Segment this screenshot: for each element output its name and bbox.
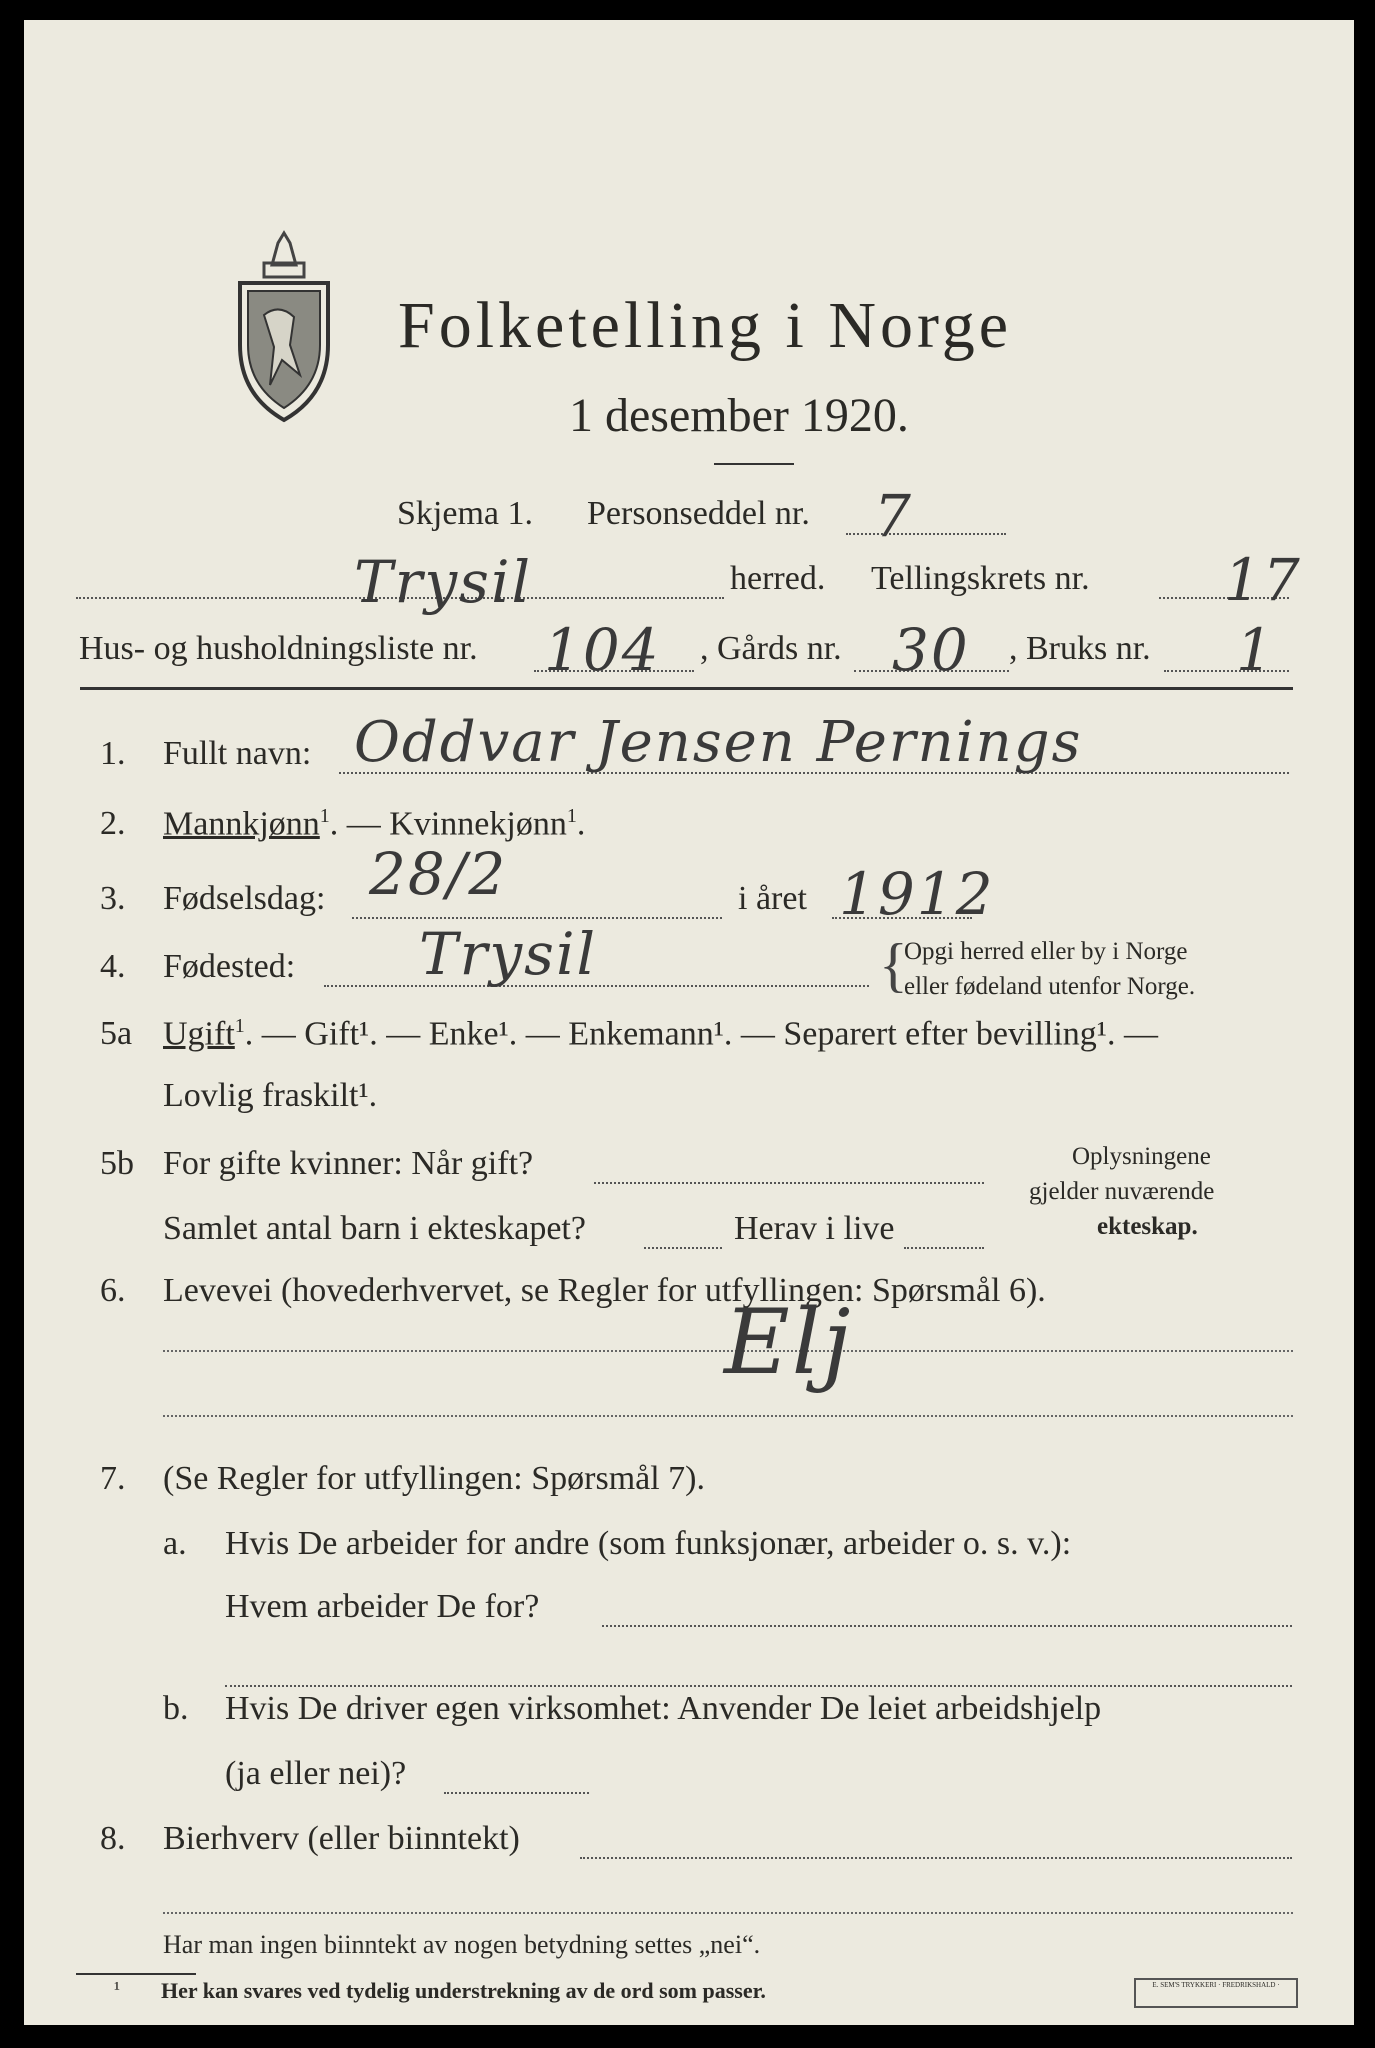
printer-stamp [1134,1978,1298,2008]
herred-value[interactable]: Trysil [354,548,533,616]
q1-label: Fullt navn: [163,735,312,772]
q4-number: 4. [100,948,126,985]
tellingskrets-value[interactable]: 17 [1224,546,1302,614]
q6-value[interactable]: Elj [724,1290,853,1395]
q7a-line [602,1625,1292,1627]
q5b-line1: For gifte kvinner: Når gift? [163,1145,534,1182]
q3-day-line [352,917,722,919]
footer-note: Har man ingen biinntekt av nogen betydning settes „nei“. [163,1930,761,1959]
q2-number: 2. [100,805,126,842]
q2-male[interactable]: Mannkjønn [163,805,320,843]
q7a-line2: Hvem arbeider De for? [225,1588,540,1625]
footnote-text: Her kan svares ved tydelig understrekning av de ord som passer. [161,1978,766,2003]
q2-options: Mannkjønn$^1$. — Kvinnekjønn$^1$. [163,805,586,843]
q7b-number: b. [163,1690,189,1727]
q2-sep: . — [329,805,390,843]
q5b-when-line [594,1182,984,1184]
q3-number: 3. [100,880,126,917]
herred-label: herred. [730,560,826,597]
q5a-line2[interactable]: Lovlig fraskilt¹. [163,1077,378,1114]
personseddel-label: Personseddel nr. [587,495,810,532]
q7a-line1: Hvis De arbeider for andre (som funksjonær, arbeider o. s. v.): [225,1525,1072,1562]
q5a-number: 5a [100,1015,133,1052]
q1-value[interactable]: Oddvar Jensen Pernings [354,710,1083,775]
form-title: Folketelling i Norge [398,289,1013,362]
q7b-line1: Hvis De driver egen virksomhet: Anvender De leiet arbeidshjelp [225,1690,1102,1727]
q8-line [580,1857,1292,1859]
header-divider [80,687,1293,690]
q7a-number: a. [163,1525,187,1562]
q5a-options: Ugift$^1$. — Gift¹. — Enke¹. — Enkemann¹. — Separert efter bevilling¹. — [163,1015,1158,1053]
q8-extra-line [163,1912,1293,1914]
q5b-side3: ekteskap. [1097,1213,1198,1240]
gards-value[interactable]: 30 [892,616,970,684]
gards-label: , Gårds nr. [700,630,842,667]
q8-number: 8. [100,1820,126,1857]
hus-label: Hus- og husholdningsliste nr. [79,630,478,667]
q5b-side1: Oplysningene [1072,1143,1211,1170]
printer-text: E. SEM'S TRYKKERI · FREDRIKSHALD · [1152,1981,1280,1989]
census-form [24,20,1354,2025]
q8-label: Bierhverv (eller biinntekt) [163,1820,520,1857]
q4-note-line2: eller fødeland utenfor Norge. [904,973,1196,1000]
q7-label: (Se Regler for utfyllingen: Spørsmål 7). [163,1460,706,1497]
q2-end: . [576,805,586,843]
footnote-divider [76,1973,196,1975]
footnote-mark: ¹ [114,1978,120,2000]
personseddel-line [846,533,1006,535]
q2-female[interactable]: Kvinnekjønn [389,805,567,843]
q5a-ugift[interactable]: Ugift [163,1015,235,1053]
q3-year-value[interactable]: 1912 [839,860,995,928]
bruks-value[interactable]: 1 [1236,616,1275,684]
q5b-line2a: Samlet antal barn i ekteskapet? [163,1210,586,1247]
census-date: 1 desember 1920. [569,389,909,442]
q3-day-value[interactable]: 28/2 [369,840,508,908]
title-divider [714,463,794,465]
q6-line2 [163,1415,1293,1417]
q7-number: 7. [100,1460,126,1497]
q4-value[interactable]: Trysil [419,920,598,988]
q5b-number: 5b [100,1145,134,1182]
tellingskrets-label: Tellingskrets nr. [871,560,1090,597]
q7a-extra-line [225,1685,1292,1687]
q6-number: 6. [100,1272,126,1309]
q7b-line [444,1792,589,1794]
q5b-side2: gjelder nuværende [1029,1178,1215,1205]
q5b-alive-line [904,1247,984,1249]
coat-of-arms-icon [234,225,334,425]
q5a-rest[interactable]: . — Gift¹. — Enke¹. — Enkemann¹. — Separert efter bevilling¹. — [244,1015,1158,1053]
q4-brace: { [879,932,908,998]
bruks-label: , Bruks nr. [1009,630,1151,667]
q1-number: 1. [100,735,126,772]
q4-label: Fødested: [163,948,296,985]
q3-year-label: i året [738,880,807,917]
skjema-label: Skjema 1. [397,495,533,532]
personseddel-value[interactable]: 7 [874,482,913,550]
hus-value[interactable]: 104 [544,616,661,684]
q6-label: Levevei (hovederhvervet, se Regler for utfyllingen: Spørsmål 6). [163,1272,1046,1309]
q3-label: Fødselsdag: [163,880,326,917]
q5b-line2b: Herav i live [734,1210,895,1247]
q5b-children-line [644,1247,722,1249]
q7b-line2: (ja eller nei)? [225,1755,407,1792]
q4-note-line1: Opgi herred eller by i Norge [904,938,1188,965]
